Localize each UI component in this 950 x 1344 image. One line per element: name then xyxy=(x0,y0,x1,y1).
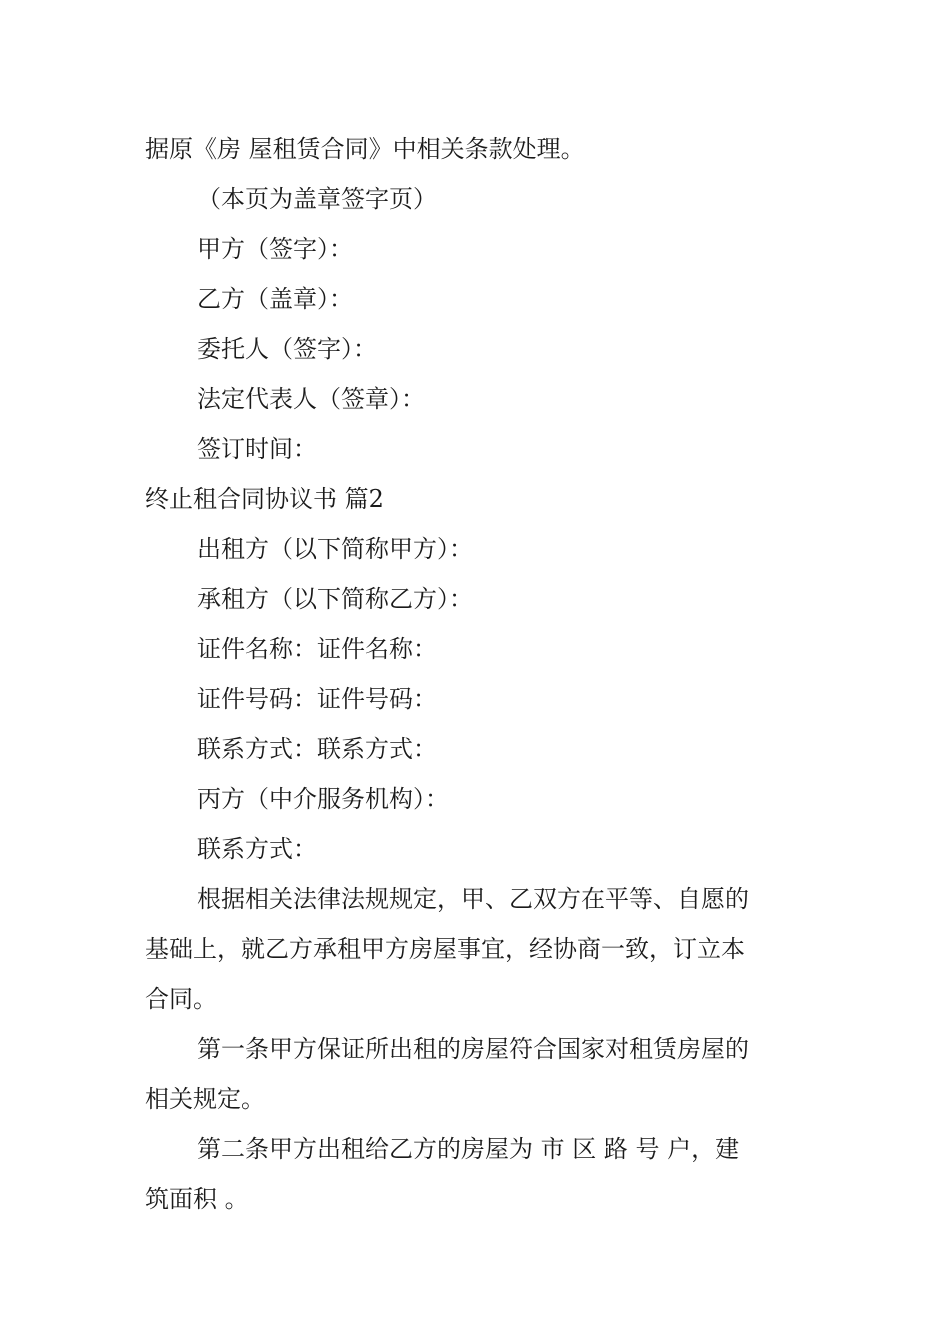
article-2-paragraph xyxy=(145,1124,807,1224)
stamp-page-note: （本页为盖章签字页） xyxy=(197,185,437,213)
party-b-seal-line: 乙方（盖章）： xyxy=(197,285,353,313)
agent-signature-line: 委托人（签字）： xyxy=(197,335,377,363)
paragraph-line: 相关规定。 xyxy=(145,1085,265,1113)
lessor-line: 出租方（以下简称甲方）： xyxy=(197,535,473,563)
text-line: 据原《房 屋租赁合同》中相关条款处理。 xyxy=(145,135,585,163)
paragraph-line: 基础上，就乙方承租甲方房屋事宜，经协商一致，订立本 xyxy=(145,935,745,963)
party-c-line: 丙方（中介服务机构）： xyxy=(197,785,449,813)
id-name-line: 证件名称：证件名称： xyxy=(197,635,437,663)
paragraph-line: 合同。 xyxy=(145,985,217,1013)
article-1-paragraph xyxy=(145,1024,807,1124)
paragraph-line: 筑面积 。 xyxy=(145,1185,249,1213)
preamble-paragraph xyxy=(145,874,807,1024)
lessee-line: 承租方（以下简称乙方）： xyxy=(197,585,473,613)
party-c-contact-line: 联系方式： xyxy=(197,835,317,863)
party-a-signature-line: 甲方（签字）： xyxy=(197,235,353,263)
document-body xyxy=(145,124,807,1224)
legal-representative-line: 法定代表人（签章）： xyxy=(197,385,425,413)
id-number-line: 证件号码：证件号码： xyxy=(197,685,437,713)
signing-time-line: 签订时间： xyxy=(197,435,317,463)
paragraph-line: 第二条甲方出租给乙方的房屋为 市 区 路 号 户，建 xyxy=(197,1135,740,1163)
section-title: 终止租合同协议书 篇2 xyxy=(145,485,384,513)
paragraph-line: 第一条甲方保证所出租的房屋符合国家对租赁房屋的 xyxy=(197,1035,749,1063)
paragraph-line: 根据相关法律法规规定，甲、乙双方在平等、自愿的 xyxy=(197,885,749,913)
contact-line: 联系方式：联系方式： xyxy=(197,735,437,763)
